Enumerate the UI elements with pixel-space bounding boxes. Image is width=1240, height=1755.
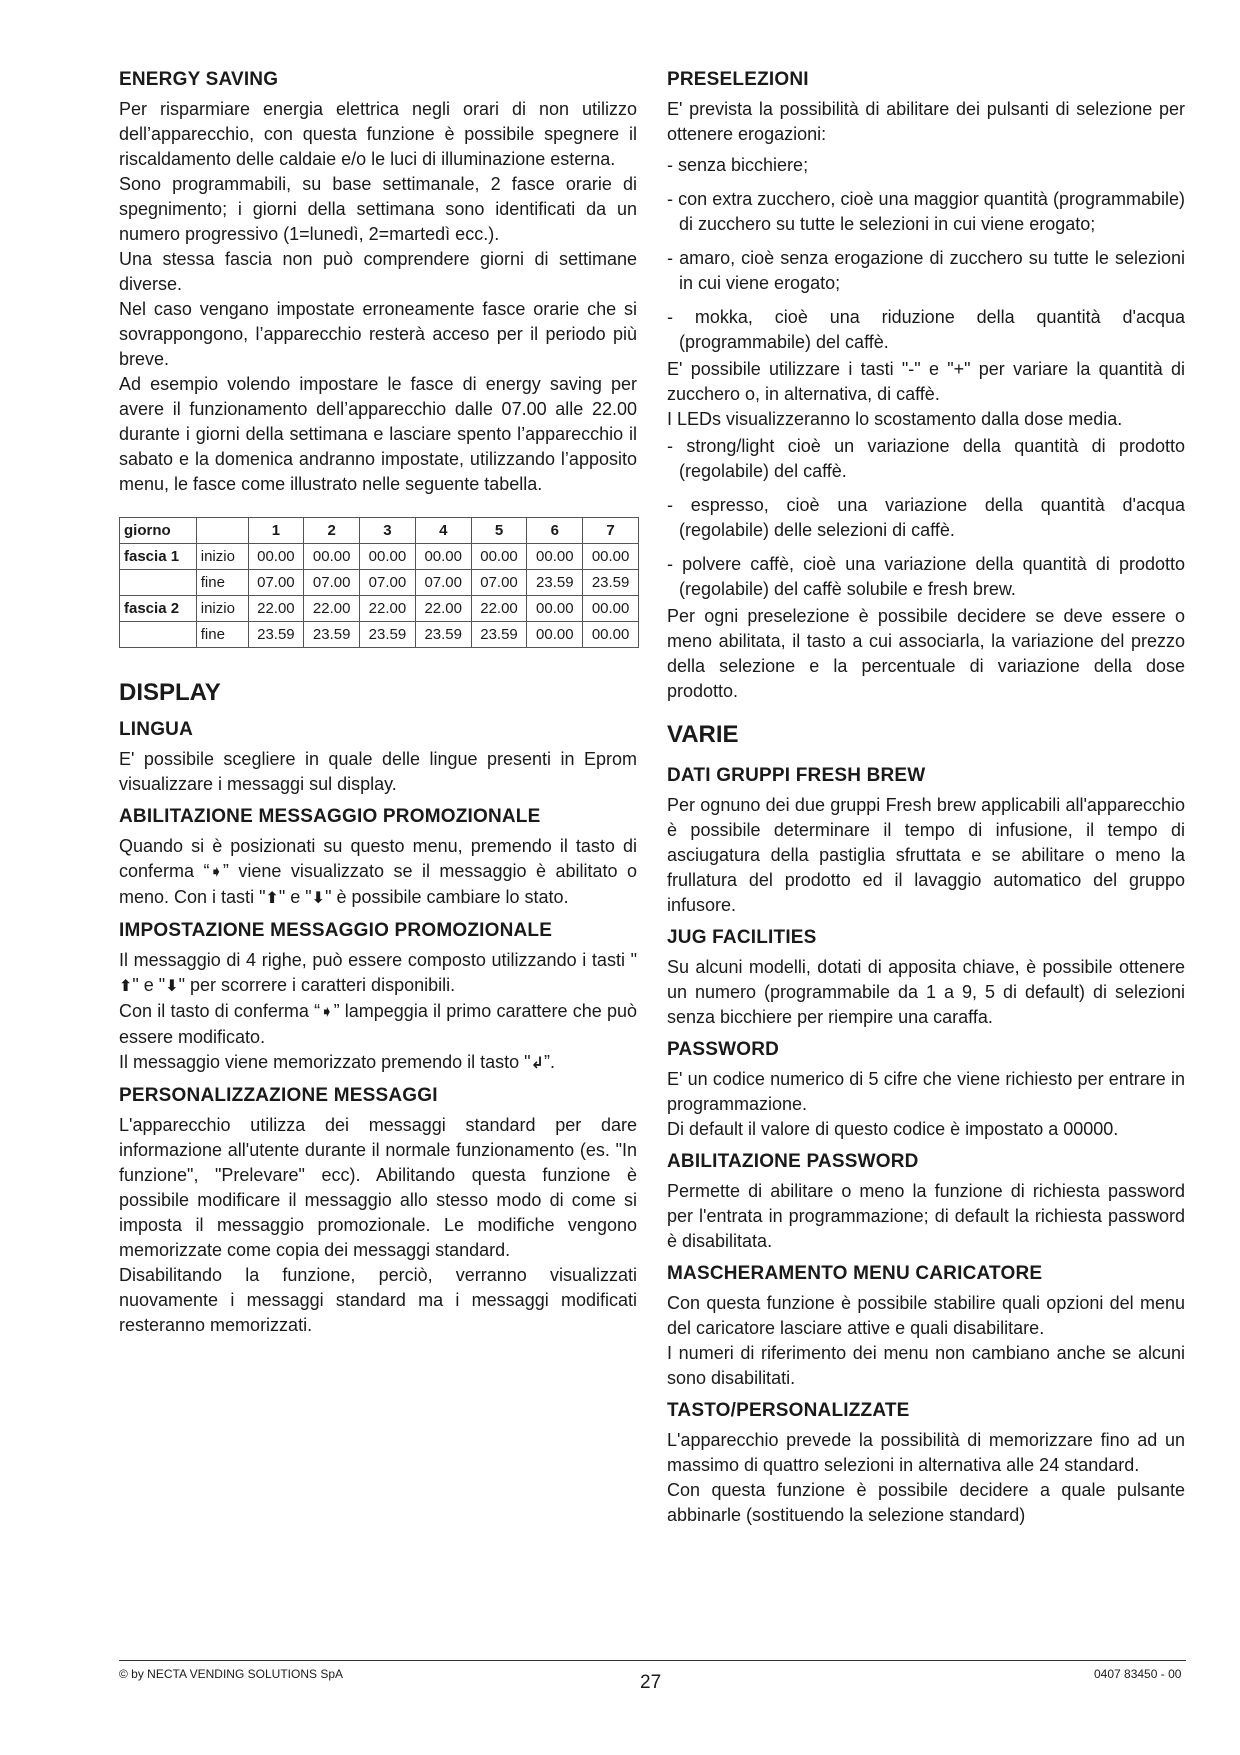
password-p2: Di default il valore di questo codice è impostato a 00000. [667,1119,1119,1139]
jug-facilities-title: JUG FACILITIES [667,927,817,948]
energy-p2: Sono programmabili, su base settimanale, 2 fasce orarie di spegnimento; i giorni della settimana sono identificati da un numero progressivo (1=lunedì, 2=martedì ecc.). [119,174,637,244]
text-fragment: " e " [278,887,312,907]
footer-doc-code: 0407 83450 - 00 [1094,1667,1182,1681]
table-row [120,596,639,622]
tasto-personalizzate-title: TASTO/PERSONALIZZATE [667,1400,910,1421]
table-cell: 00.00 [583,544,639,570]
tasto-personalizzate-p1: L'apparecchio prevede la possibilità di memorizzare fino ad un massimo di quattro selezioni in alternativa alle 24 standard. [667,1430,1185,1475]
impostazione-text-2 [119,999,637,1050]
table-header-row [120,518,639,544]
text-fragment: " e " [132,975,166,995]
text-fragment: " per scorrere i caratteri disponibili. [178,975,456,995]
jug-facilities-section [667,926,1185,1030]
up-arrow-icon: ⬆ [119,978,133,995]
table-cell: 00.00 [527,622,583,648]
table-cell: 07.00 [304,570,360,596]
mascheramento-section [667,1262,1185,1391]
confirm-key-icon: ➧ [320,1004,334,1021]
password-section [667,1038,1185,1142]
text-fragment: Il messaggio viene memorizzato premendo il tasto " [119,1052,531,1072]
footer-divider [119,1660,1186,1661]
abilitazione-password-title: ABILITAZIONE PASSWORD [667,1151,919,1172]
table-header-day: 3 [360,518,416,544]
list-item: - con extra zucchero, cioè una maggior quantità (programmabile) di zucchero su tutte le selezioni in cui viene erogato; [667,189,1185,234]
table-cell: 23.59 [304,622,360,648]
energy-saving-table [119,517,639,648]
list-item: - espresso, cioè una variazione della quantità d'acqua (regolabile) delle selezioni di caffè. [667,495,1185,540]
table-cell: 07.00 [360,570,416,596]
text-fragment: ” viene visualizzato se il messaggio è abilitato o meno. Con i tasti " [119,861,637,907]
tasto-personalizzate-p2: Con questa funzione è possibile decidere a quale pulsante abbinarle (sostituendo la selezione standard) [667,1480,1185,1525]
table-cell: 22.00 [304,596,360,622]
table-cell: 00.00 [360,544,416,570]
table-cell: 23.59 [415,622,471,648]
lingua-title: LINGUA [119,719,194,740]
confirm-key-icon: ➧ [209,864,223,881]
text-fragment: Il messaggio di 4 righe, può essere composto utilizzando i tasti " [119,950,637,970]
table-cell: 00.00 [583,622,639,648]
list-item: - strong/light cioè un variazione della quantità di prodotto (regolabile) del caffè. [667,436,1185,481]
preselezioni-list [667,153,1185,355]
text-fragment: ” lampeggia il primo carattere che può essere modificato. [119,1001,637,1047]
list-item: - mokka, cioè una riduzione della quantità d'acqua (programmabile) del caffè. [667,307,1185,352]
table-cell: 00.00 [415,544,471,570]
preselezioni-mid1: E' possibile utilizzare i tasti "-" e "+" per variare la quantità di zucchero o, in alternativa, di caffè. [667,359,1185,404]
text-fragment: Quando si è posizionati su questo menu, premendo il tasto di conferma “ [119,836,637,881]
list-item: - polvere caffè, cioè una variazione della quantità di prodotto (regolabile) del caffè solubile e fresh brew. [667,554,1185,599]
table-header-day: 7 [583,518,639,544]
table-header-day: 1 [248,518,304,544]
table-cell: 07.00 [248,570,304,596]
kind-label: inizio [196,544,248,570]
lingua-text: E' possibile scegliere in quale delle lingue presenti in Eprom visualizzare i messaggi sul display. [119,749,637,794]
table-row [120,570,639,596]
abilitazione-messaggio-title: ABILITAZIONE MESSAGGIO PROMOZIONALE [119,806,541,827]
kind-label: fine [196,570,248,596]
tasto-personalizzate-section [667,1399,1185,1528]
table-header-day: 5 [471,518,527,544]
impostazione-text-1 [119,948,637,999]
abilitazione-password-text: Permette di abilitare o meno la funzione di richiesta password per l'entrata in programmazione; di default la richiesta password è disabilitata. [667,1181,1185,1251]
down-arrow-icon: ⬇ [165,978,179,995]
energy-p3: Una stessa fascia non può comprendere giorni di settimane diverse. [119,249,637,294]
password-title: PASSWORD [667,1039,780,1060]
personalizzazione-p2: Disabilitando la funzione, perciò, verranno visualizzati nuovamente i messaggi standard ma i messaggi modificati resteranno memorizzati. [119,1265,637,1335]
personalizzazione-messaggi-section [119,1084,637,1338]
preselezioni-outro: Per ogni preselezione è possibile decidere se deve essere o meno abilitata, il tasto a cui associarla, la variazione del prezzo della selezione e la percentuale di variazione della dose prodotto. [667,606,1185,701]
table-cell: 00.00 [304,544,360,570]
abilitazione-password-section [667,1150,1185,1254]
table-cell: 23.59 [583,570,639,596]
band-label: fascia 1 [120,544,197,570]
impostazione-messaggio-title: IMPOSTAZIONE MESSAGGIO PROMOZIONALE [119,920,553,941]
password-p1: E' un codice numerico di 5 cifre che viene richiesto per entrare in programmazione. [667,1069,1185,1114]
dati-gruppi-text: Per ognuno dei due gruppi Fresh brew applicabili all'apparecchio è possibile determinare il tempo di infusione, il tempo di asciugatura della pastiglia sfruttata e se abilitare o meno la frullatura del prodotto ed il lavaggio automatico del gruppo infusore. [667,795,1185,915]
text-fragment: Con il tasto di conferma “ [119,1001,321,1021]
table-cell: 00.00 [471,544,527,570]
personalizzazione-p1: L'apparecchio utilizza dei messaggi standard per dare informazione all'utente durante il normale funzionamento (es. "In funzione", "Prelevare" ecc). Abilitando questa funzione è possibile modificare il messaggio allo stesso modo di come si imposta il messaggio promozionale. Le modifiche vengono memorizzate come copia dei messaggi standard. [119,1115,637,1260]
table-cell: 22.00 [415,596,471,622]
table-cell: 00.00 [527,596,583,622]
jug-facilities-text: Su alcuni modelli, dotati di apposita chiave, è possibile ottenere un numero (programmabile da 1 a 9, 5 di default) di selezioni senza bicchiere per riempire una caraffa. [667,957,1185,1027]
energy-saving-title: ENERGY SAVING [119,69,279,90]
preselezioni-list-2 [667,434,1185,602]
preselezioni-intro: E' prevista la possibilità di abilitare dei pulsanti di selezione per ottenere erogazioni: [667,99,1185,144]
preselezioni-section [667,68,1185,704]
table-cell: 07.00 [471,570,527,596]
table-header-label: giorno [120,518,197,544]
left-column [119,68,637,1346]
lingua-section [119,718,637,797]
preselezioni-mid2: I LEDs visualizzeranno lo scostamento dalla dose media. [667,409,1123,429]
table-cell: 00.00 [583,596,639,622]
enter-key-icon: ↲ [530,1055,544,1072]
abilitazione-messaggio-text [119,834,637,911]
table-cell: 22.00 [248,596,304,622]
footer-copyright: © by NECTA VENDING SOLUTIONS SpA [119,1667,344,1681]
display-heading: DISPLAY [119,679,221,706]
energy-saving-section [119,68,637,497]
table-row [120,622,639,648]
band-label [120,570,197,596]
impostazione-text-3 [119,1050,637,1076]
energy-p5: Ad esempio volendo impostare le fasce di energy saving per avere il funzionamento dell’apparecchio dalle 07.00 alle 22.00 durante i giorni della settimana e lasciare spento l’apparecchio il sabato e la domenica andranno impostate, utilizzando l’apposito menu, le fasce come illustrato nelle seguente tabella. [119,374,637,494]
table-cell: 23.59 [527,570,583,596]
varie-heading: VARIE [667,721,739,748]
personalizzazione-messaggi-title: PERSONALIZZAZIONE MESSAGGI [119,1085,438,1106]
impostazione-messaggio-section [119,919,637,1076]
table-cell: 22.00 [471,596,527,622]
list-item: - senza bicchiere; [667,155,809,175]
table-cell: 07.00 [415,570,471,596]
energy-p1: Per risparmiare energia elettrica negli orari di non utilizzo dell’apparecchio, con questa funzione è possibile spegnere il riscaldamento delle caldaie e/o le luci di illuminazione esterna. [119,99,637,169]
down-arrow-icon: ⬇ [311,890,326,907]
up-arrow-icon: ⬆ [265,890,279,907]
table-cell: 00.00 [248,544,304,570]
table-cell: 23.59 [248,622,304,648]
list-item: - amaro, cioè senza erogazione di zucchero su tutte le selezioni in cui viene erogato; [667,248,1185,293]
text-fragment: ”. [543,1052,555,1072]
table-cell: 23.59 [471,622,527,648]
kind-label: fine [196,622,248,648]
band-label: fascia 2 [120,596,197,622]
mascheramento-p2: I numeri di riferimento dei menu non cambiano anche se alcuni sono disabilitati. [667,1343,1185,1388]
table-header-day: 4 [415,518,471,544]
mascheramento-p1: Con questa funzione è possibile stabilire quali opzioni del menu del caricatore lasciare attive e quali disabilitare. [667,1293,1185,1338]
table-cell: 23.59 [360,622,416,648]
mascheramento-title: MASCHERAMENTO MENU CARICATORE [667,1263,1043,1284]
kind-label: inizio [196,596,248,622]
energy-p4: Nel caso vengano impostate erroneamente fasce orarie che si sovrappongono, l’apparecchio resterà acceso per il periodo più breve. [119,299,637,369]
preselezioni-title: PRESELEZIONI [667,69,809,90]
table-header-day: 2 [304,518,360,544]
page-number: 27 [640,1672,662,1693]
table-cell: 00.00 [527,544,583,570]
table-cell: 22.00 [360,596,416,622]
right-column [667,68,1185,1536]
dati-gruppi-title: DATI GRUPPI FRESH BREW [667,765,926,786]
table-header-blank [196,518,248,544]
dati-gruppi-section [667,764,1185,918]
band-label [120,622,197,648]
abilitazione-messaggio-section [119,805,637,911]
text-fragment: " è possibile cambiare lo stato. [325,887,569,907]
table-header-day: 6 [527,518,583,544]
table-row [120,544,639,570]
